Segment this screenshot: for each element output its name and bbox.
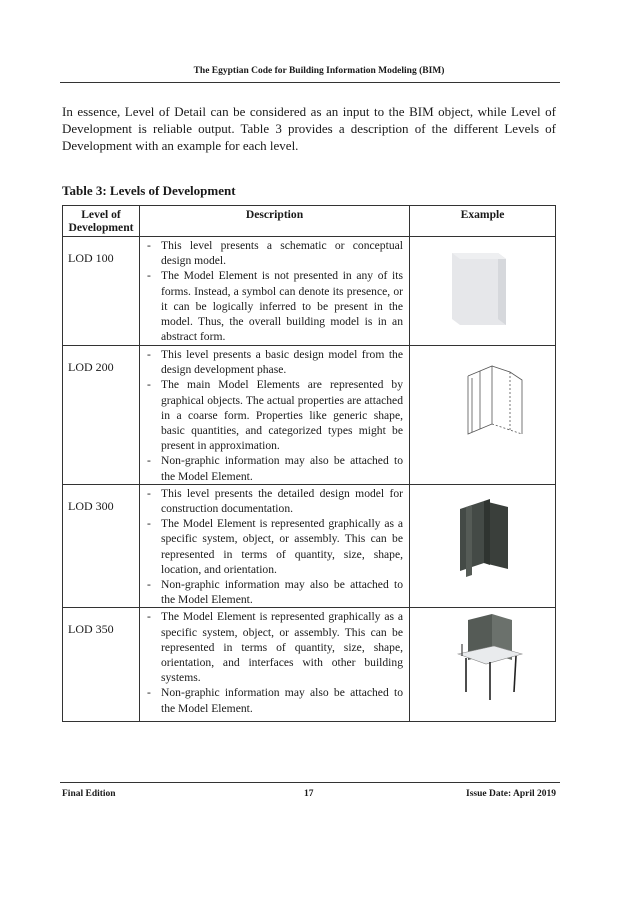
bullet-item: - This level presents a basic design model from the design development phase. [145,347,403,377]
level-cell: LOD 300 [63,484,140,608]
header-example: Example [410,206,556,237]
bullet-item: - Non-graphic information may also be attached to the Model Element. [145,577,403,607]
description-cell [140,237,410,346]
bullet-item: - This level presents the detailed design model for construction documentation. [145,486,403,516]
bullet-item: - This level presents a schematic or conceptual design model. [145,238,403,268]
running-header: The Egyptian Code for Building Information Modeling (BIM) [193,66,445,76]
bullet-item: - The Model Element is not presented in any of its forms. Instead, a symbol can denote its presence, or it can be logically inferred to be present in the model. Thus, the overall building model is in an abstract form. [145,268,403,344]
solid-walls-icon [410,485,556,607]
description-cell [140,608,410,722]
schematic-block-icon [410,237,556,346]
footer-divider [60,782,560,783]
header-level: Level of Development [63,206,140,237]
table-caption: Table 3: Levels of Development [62,183,236,198]
description-cell [140,484,410,608]
table-row [63,484,556,608]
example-cell [410,484,556,608]
bullet-item: - The Model Element is represented graphically as a specific system, object, or assembly. This can be represented in terms of quantity, size, shape, orientation, and interfaces with other building systems. [145,609,403,685]
bullet-item: - Non-graphic information may also be attached to the Model Element. [145,453,403,483]
bullet-item: - Non-graphic information may also be attached to the Model Element. [145,685,403,715]
intro-paragraph: In essence, Level of Detail can be considered as an input to the BIM object, while Level of Development is reliable output. Table 3 provides a description of the different Levels of Development with an example for each level. [62,104,556,153]
level-cell: LOD 100 [63,237,140,346]
example-cell [410,608,556,722]
lod-table [62,205,556,722]
example-cell [410,346,556,485]
footer-issue-date: Issue Date: April 2019 [466,789,556,799]
description-cell [140,346,410,485]
header-description: Description [140,206,410,237]
bullet-item: - The Model Element is represented graphically as a specific system, object, or assembly. This can be represented in terms of quantity, size, shape, location, and orientation. [145,516,403,577]
example-cell [410,237,556,346]
bullet-item: - The main Model Elements are represented by graphical objects. The actual properties are attached in a coarse form. Properties like generic shape, basic quantities, and categorized types might be present in approximation. [145,377,403,453]
level-cell: LOD 350 [63,608,140,722]
footer-edition: Final Edition [62,789,116,799]
wall-with-connections-icon [410,608,556,722]
table-header-row [63,206,556,237]
header-divider [60,82,560,83]
level-cell: LOD 200 [63,346,140,485]
table-row [63,346,556,485]
wireframe-walls-icon [410,346,556,479]
table-row [63,608,556,722]
page-number: 17 [304,789,314,799]
table-row [63,237,556,346]
